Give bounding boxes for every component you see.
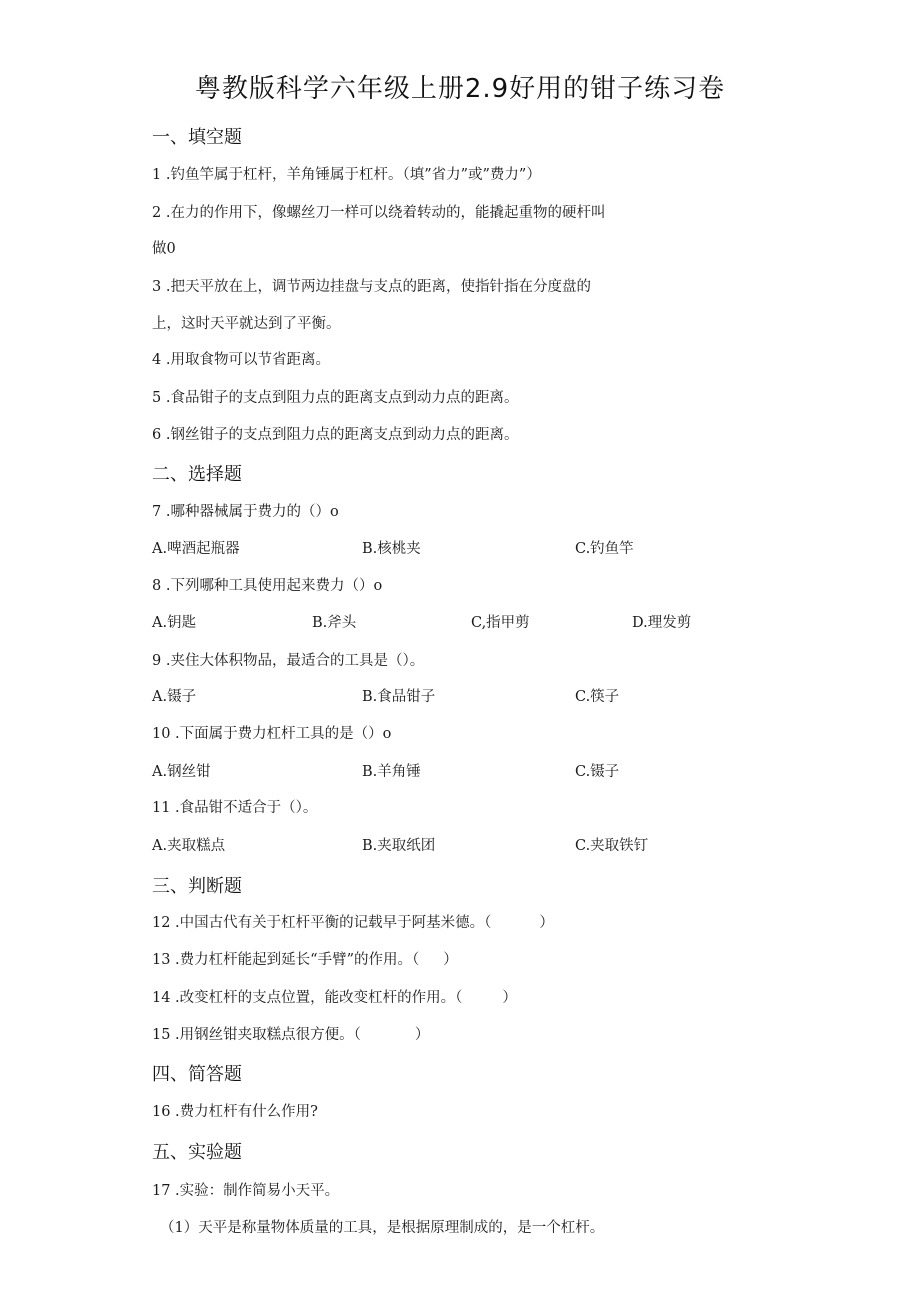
question-7-option-c: C.钓鱼竿 xyxy=(575,541,634,557)
section-heading-fill-in: 一、填空题 xyxy=(152,127,242,148)
section-heading-experiment: 五、实验题 xyxy=(152,1142,242,1163)
question-8-option-d: D.理发剪 xyxy=(632,615,692,631)
question-12-text: 12 .中国古代有关于杠杆平衡的记载早于阿基米德。（ xyxy=(152,915,492,931)
question-17-part-1: （1）天平是称量物体质量的工具，是根据原理制成的，是一个杠杆。 xyxy=(160,1220,605,1236)
closing-paren: ） xyxy=(502,990,517,1006)
question-15-text: 15 .用钢丝钳夹取糕点很方便。（ xyxy=(152,1027,361,1043)
question-12 xyxy=(152,911,554,932)
question-7-option-a: A.啤酒起瓶器 xyxy=(152,541,240,557)
question-13-text: 13 .费力杠杆能起到延长“手臂”的作用。（ xyxy=(152,952,420,968)
question-15 xyxy=(152,1023,429,1044)
question-8: 8 .下列哪种工具使用起来费力（）o xyxy=(152,578,383,594)
question-11-option-c: C.夹取铁钉 xyxy=(575,838,649,854)
closing-paren: ） xyxy=(539,915,554,931)
question-17: 17 .实验：制作简易小天平。 xyxy=(152,1183,340,1199)
question-9-option-a: A.镊子 xyxy=(152,689,197,705)
question-8-option-c: C,指甲剪 xyxy=(471,615,530,631)
question-14 xyxy=(152,986,517,1007)
question-13 xyxy=(152,948,458,969)
question-9: 9 .夹住大体积物品，最适合的工具是（）。 xyxy=(152,653,425,669)
question-2-line-1: 2 .在力的作用下，像螺丝刀一样可以绕着转动的，能撬起重物的硬杆叫 xyxy=(152,205,606,221)
question-11-option-b: B.夹取纸团 xyxy=(362,838,436,854)
question-16: 16 .费力杠杆有什么作用? xyxy=(152,1104,318,1120)
question-6: 6 .钢丝钳子的支点到阻力点的距离支点到动力点的距离。 xyxy=(152,427,519,443)
question-8-option-a: A.钥匙 xyxy=(152,615,197,631)
question-9-option-c: C.筷子 xyxy=(575,689,620,705)
closing-paren: ） xyxy=(414,1027,430,1043)
question-10: 10 .下面属于费力杠杆工具的是（）o xyxy=(152,726,392,742)
question-14-text: 14 .改变杠杆的支点位置，能改变杠杆的作用。（ xyxy=(152,990,463,1006)
question-7-option-b: B.核桃夹 xyxy=(362,541,421,557)
question-4: 4 .用取食物可以节省距离。 xyxy=(152,352,330,368)
question-3-line-1: 3 .把天平放在上，调节两边挂盘与支点的距离，使指针指在分度盘的 xyxy=(152,279,591,295)
question-10-option-a: A.钢丝钳 xyxy=(152,764,211,780)
question-2-line-2: 做0 xyxy=(152,241,176,257)
question-11-option-a: A.夹取糕点 xyxy=(152,838,226,854)
question-10-option-b: B.羊角锤 xyxy=(362,764,421,780)
page-title: 粤教版科学六年级上册2.9好用的钳子练习卷 xyxy=(194,74,726,104)
question-9-option-b: B.食品钳子 xyxy=(362,689,436,705)
question-8-option-b: B.斧头 xyxy=(312,615,357,631)
question-11: 11 .食品钳不适合于（）。 xyxy=(152,800,318,816)
question-10-option-c: C.镊子 xyxy=(575,764,620,780)
section-heading-short-answer: 四、简答题 xyxy=(152,1064,242,1085)
question-7: 7 .哪种器械属于费力的（）o xyxy=(152,504,339,520)
section-heading-choice: 二、选择题 xyxy=(152,464,242,485)
section-heading-true-false: 三、判断题 xyxy=(152,876,242,897)
closing-paren: ） xyxy=(443,952,458,968)
question-3-line-2: 上，这时天平就达到了平衡。 xyxy=(152,316,341,332)
question-5: 5 .食品钳子的支点到阻力点的距离支点到动力点的距离。 xyxy=(152,390,519,406)
question-1: 1 .钓鱼竿属于杠杆，羊角锤属于杠杆。（填”省力”或”费力”） xyxy=(152,167,541,183)
